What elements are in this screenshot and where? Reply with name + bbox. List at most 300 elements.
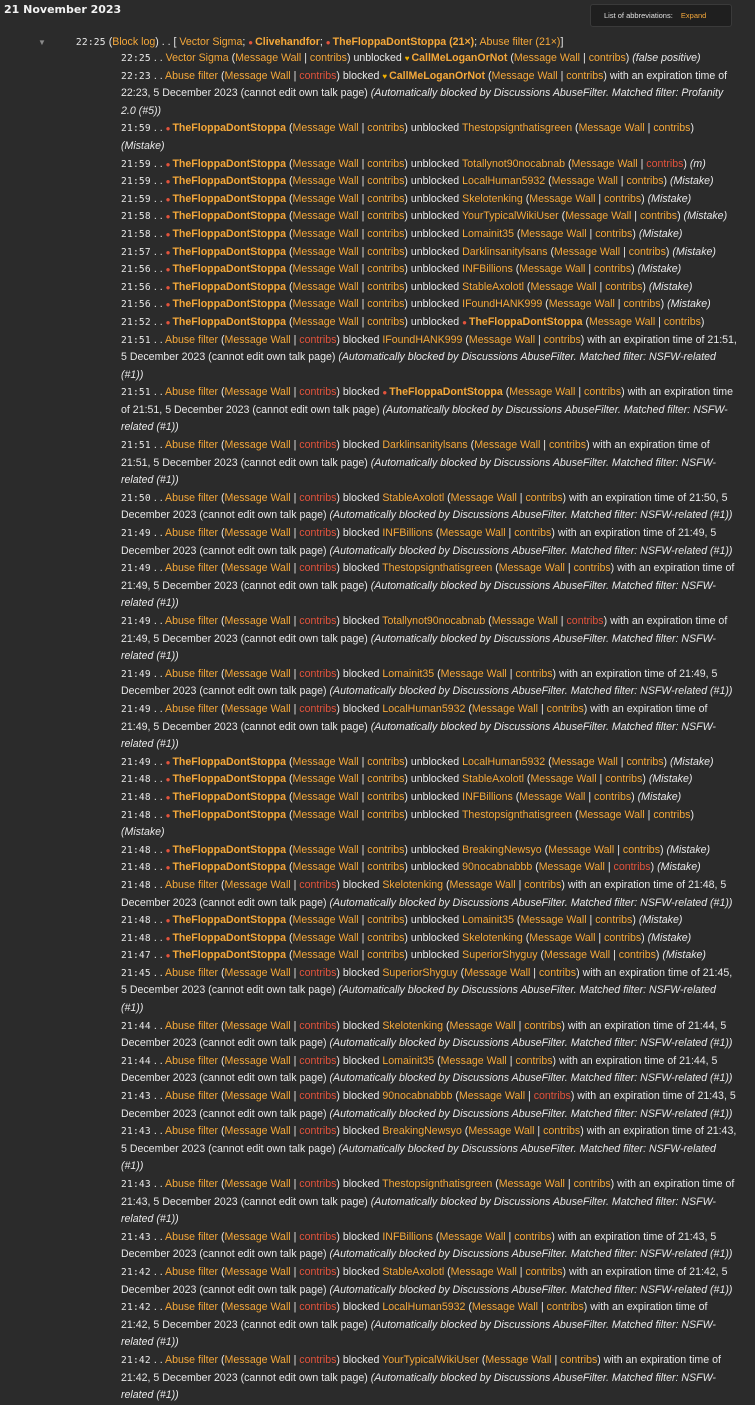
actor-link[interactable]: TheFloppaDontStoppa (172, 227, 287, 240)
message-wall-link[interactable]: Message Wall (224, 878, 291, 891)
message-wall-link[interactable]: Message Wall (449, 1019, 516, 1032)
cannot-edit-note: (cannot edit own talk page) (199, 1037, 327, 1050)
target-link[interactable]: Skelotenking (462, 931, 523, 944)
contribs-link[interactable]: contribs (573, 562, 611, 575)
message-wall-link[interactable]: Message Wall (292, 157, 359, 170)
message-wall-link[interactable]: Message Wall (292, 210, 359, 223)
block-reason: (Automatically blocked by Discussions AbuseFilter. Matched filter: NSFW-related (#1)) (329, 544, 733, 557)
actor-link[interactable]: Abuse filter (165, 1301, 219, 1314)
action-text: unblocked (410, 192, 460, 205)
contribs-link[interactable]: contribs (367, 861, 405, 874)
target-link[interactable]: IFoundHANK999 (462, 298, 543, 311)
actor-link[interactable]: Vector Sigma (165, 52, 229, 64)
contribs-link[interactable]: contribs (309, 52, 347, 64)
actor-link[interactable]: Abuse filter (165, 878, 219, 891)
contribs-link[interactable]: contribs (299, 615, 337, 627)
message-wall-link[interactable]: Message Wall (292, 931, 359, 944)
expiry-time: 21:51, 5 December 2023 (121, 456, 238, 469)
target-link[interactable]: INFBillions (382, 1230, 433, 1243)
actor-link[interactable]: TheFloppaDontStoppa (172, 931, 287, 944)
contribs-link[interactable]: contribs (299, 1230, 337, 1243)
contribs-link[interactable]: contribs (566, 615, 604, 627)
cannot-edit-note: (cannot edit own talk page) (199, 1107, 327, 1120)
message-wall-link[interactable]: Message Wall (292, 263, 359, 276)
actor-link[interactable]: Abuse filter (165, 667, 219, 680)
contribs-link[interactable]: contribs (525, 491, 563, 504)
message-wall-link[interactable]: Message Wall (292, 914, 359, 927)
target-link[interactable]: Totallynot90nocabnab (382, 615, 486, 627)
contribs-link[interactable]: contribs (367, 755, 405, 768)
target-link[interactable]: Lomainit35 (462, 914, 514, 927)
contribs-link[interactable]: contribs (299, 1301, 337, 1314)
message-wall-link[interactable]: Message Wall (224, 527, 291, 540)
message-wall-link[interactable]: Message Wall (513, 52, 581, 64)
message-wall-link[interactable]: Message Wall (578, 122, 645, 135)
actor-link[interactable]: TheFloppaDontStoppa (172, 861, 287, 874)
target-link[interactable]: Darklinsanitylsans (382, 439, 468, 452)
message-wall-link[interactable]: Message Wall (554, 245, 621, 258)
target-link[interactable]: INFBillions (462, 790, 513, 803)
message-wall-link[interactable]: Message Wall (449, 878, 516, 891)
actor-link[interactable]: Abuse filter (165, 439, 219, 452)
contribs-link[interactable]: contribs (514, 1230, 552, 1243)
contribs-link[interactable]: contribs (560, 1353, 598, 1366)
contribs-link[interactable]: contribs (639, 210, 678, 223)
target-link[interactable]: LocalHuman5932 (462, 175, 546, 188)
message-wall-link[interactable]: Message Wall (498, 1178, 565, 1190)
contribs-link[interactable]: contribs (588, 52, 626, 64)
actor-link[interactable]: TheFloppaDontStoppa (172, 192, 287, 205)
message-wall-link[interactable]: Message Wall (491, 615, 558, 627)
message-wall-link[interactable]: Message Wall (292, 192, 359, 205)
target-link[interactable]: Thestopsignthatisgreen (461, 808, 573, 821)
message-wall-link[interactable]: Message Wall (224, 491, 291, 504)
contribs-link[interactable]: contribs (299, 702, 337, 715)
log-entry: 21:43 . . Abuse filter (Message Wall | contribs) blocked INFBillions (Message Wall | contribs) with an expiration time of 21:43, 5 December 2023 (cannot edit own talk page) (Automatically blocked by Discussions AbuseFilter. Matched filter: NSFW-related (#1)) (121, 1230, 733, 1261)
actor-link[interactable]: TheFloppaDontStoppa (172, 808, 287, 821)
contribs-link[interactable]: contribs (604, 192, 642, 205)
group-user-3[interactable]: TheFloppaDontStoppa (21×) (332, 36, 475, 48)
target-link[interactable]: INFBillions (462, 263, 513, 276)
contribs-link[interactable]: contribs (299, 966, 337, 979)
entry-time: 21:48 (121, 809, 151, 821)
message-wall-link[interactable]: Message Wall (224, 1353, 291, 1366)
actor-link[interactable]: Abuse filter (165, 333, 219, 346)
message-wall-link[interactable]: Message Wall (471, 1301, 539, 1314)
contribs-link[interactable]: contribs (543, 333, 581, 346)
target-link[interactable]: 90nocabnabbb (462, 861, 533, 874)
target-link[interactable]: LocalHuman5932 (382, 1301, 466, 1314)
contribs-link[interactable]: contribs (653, 122, 691, 135)
contribs-link[interactable]: contribs (367, 192, 405, 205)
target-link[interactable]: YourTypicalWikiUser (461, 210, 559, 223)
actor-link[interactable]: TheFloppaDontStoppa (172, 773, 287, 786)
contribs-link[interactable]: contribs (367, 210, 405, 223)
actor-link[interactable]: TheFloppaDontStoppa (172, 122, 287, 135)
contribs-link[interactable]: contribs (367, 808, 405, 821)
contribs-link[interactable]: contribs (646, 157, 684, 170)
target-link[interactable]: StableAxolotl (382, 491, 445, 504)
message-wall-link[interactable]: Message Wall (292, 790, 359, 803)
contribs-link[interactable]: contribs (367, 227, 405, 240)
actor-link[interactable]: TheFloppaDontStoppa (172, 298, 287, 311)
message-wall-link[interactable]: Message Wall (544, 949, 611, 962)
contribs-link[interactable]: contribs (367, 773, 405, 786)
contribs-link[interactable]: contribs (594, 790, 632, 803)
message-wall-link[interactable]: Message Wall (292, 843, 359, 856)
target-link[interactable]: LocalHuman5932 (462, 755, 546, 768)
actor-link[interactable]: Abuse filter (165, 1230, 219, 1243)
target-link[interactable]: BreakingNewsyo (462, 843, 542, 856)
actor-link[interactable]: TheFloppaDontStoppa (172, 949, 287, 962)
actor-link[interactable]: Abuse filter (165, 1019, 219, 1032)
contribs-link[interactable]: contribs (573, 1178, 611, 1190)
expiry-prefix: with an expiration time of (559, 667, 677, 680)
contribs-link[interactable]: contribs (595, 914, 633, 927)
action-text: unblocked (410, 755, 460, 768)
expiry-time: 21:43, 5 December 2023 (121, 1230, 717, 1261)
contribs-link[interactable]: contribs (566, 69, 604, 82)
message-wall-link[interactable]: Message Wall (498, 562, 565, 575)
target-link[interactable]: BreakingNewsyo (382, 1125, 462, 1138)
message-wall-link[interactable]: Message Wall (292, 315, 359, 328)
block-reason: (Automatically blocked by Discussions AbuseFilter. Matched filter: NSFW-related (#1)) (329, 1283, 733, 1296)
message-wall-link[interactable]: Message Wall (224, 702, 291, 715)
actor-link[interactable]: TheFloppaDontStoppa (172, 245, 287, 258)
target-link[interactable]: Thestopsignthatisgreen (461, 122, 573, 135)
expiry-prefix: with an expiration time of (577, 1090, 695, 1103)
message-wall-link[interactable]: Message Wall (292, 949, 359, 962)
message-wall-link[interactable]: Message Wall (571, 157, 638, 170)
message-wall-link[interactable]: Message Wall (224, 966, 291, 979)
actor-link[interactable]: Abuse filter (165, 491, 219, 504)
target-link[interactable]: TheFloppaDontStoppa (389, 386, 503, 399)
contribs-link[interactable]: contribs (622, 843, 660, 856)
message-wall-link[interactable]: Message Wall (589, 315, 656, 328)
contribs-link[interactable]: contribs (594, 263, 632, 276)
message-wall-link[interactable]: Message Wall (520, 914, 587, 927)
contribs-link[interactable]: contribs (299, 439, 337, 452)
message-wall-link[interactable]: Message Wall (224, 1265, 291, 1278)
contribs-link[interactable]: contribs (605, 773, 643, 786)
target-link[interactable]: SuperiorShyguy (462, 949, 538, 962)
contribs-link[interactable]: contribs (604, 931, 642, 944)
red-dot-icon: ● (165, 863, 171, 873)
contribs-link[interactable]: contribs (367, 790, 405, 803)
cannot-edit-note: (cannot edit own talk page) (240, 632, 368, 645)
contribs-link[interactable]: contribs (299, 333, 337, 346)
message-wall-link[interactable]: Message Wall (439, 1230, 506, 1243)
message-wall-link[interactable]: Message Wall (224, 562, 291, 575)
message-wall-link[interactable]: Message Wall (440, 667, 507, 680)
contribs-link[interactable]: contribs (367, 245, 405, 258)
target-link[interactable]: Darklinsanitylsans (462, 245, 548, 258)
target-link[interactable]: IFoundHANK999 (382, 333, 463, 346)
actor-link[interactable]: Abuse filter (165, 1353, 219, 1366)
message-wall-link[interactable]: Message Wall (292, 122, 359, 135)
actor-link[interactable]: TheFloppaDontStoppa (172, 755, 287, 768)
message-wall-link[interactable]: Message Wall (224, 615, 291, 627)
contribs-link[interactable]: contribs (299, 562, 337, 575)
log-entry: 21:58 . . ● TheFloppaDontStoppa (Message Wall | contribs) unblocked Lomainit35 (Message Wall | contribs) (Mistake) (121, 227, 683, 240)
target-link[interactable]: Skelotenking (462, 192, 523, 205)
expiry-prefix: with an expiration time of (590, 1301, 708, 1314)
actor-link[interactable]: TheFloppaDontStoppa (172, 280, 287, 293)
contribs-link[interactable]: contribs (515, 667, 553, 680)
contribs-link[interactable]: contribs (367, 843, 405, 856)
actor-link[interactable]: TheFloppaDontStoppa (172, 210, 287, 223)
message-wall-link[interactable]: Message Wall (292, 280, 359, 293)
contribs-link[interactable]: contribs (367, 931, 405, 944)
log-entry: 21:56 . . ● TheFloppaDontStoppa (Message Wall | contribs) unblocked INFBillions (Message Wall | contribs) (Mistake) (121, 263, 682, 276)
contribs-link[interactable]: contribs (663, 315, 701, 328)
message-wall-link[interactable]: Message Wall (292, 227, 359, 240)
entry-time: 21:56 (121, 281, 151, 293)
message-wall-link[interactable]: Message Wall (509, 386, 576, 399)
target-link[interactable]: Thestopsignthatisgreen (382, 562, 493, 575)
contribs-link[interactable]: contribs (299, 1090, 337, 1103)
actor-link[interactable]: Abuse filter (165, 527, 219, 540)
message-wall-link[interactable]: Message Wall (235, 52, 302, 64)
message-wall-link[interactable]: Message Wall (224, 1178, 291, 1190)
contribs-link[interactable]: contribs (524, 878, 562, 891)
target-link[interactable]: Totallynot90nocabnab (461, 157, 566, 170)
contribs-link[interactable]: contribs (546, 1301, 584, 1314)
message-wall-link[interactable]: Message Wall (491, 69, 558, 82)
message-wall-link[interactable]: Message Wall (519, 790, 586, 803)
actor-link[interactable]: TheFloppaDontStoppa (172, 315, 287, 328)
contribs-link[interactable]: contribs (524, 1019, 562, 1032)
target-link[interactable]: Lomainit35 (382, 1054, 435, 1067)
message-wall-link[interactable]: Message Wall (224, 1301, 291, 1314)
actor-link[interactable]: TheFloppaDontStoppa (172, 175, 287, 188)
group-user-4[interactable]: Abuse filter (21×) (479, 36, 561, 48)
actor-link[interactable]: Abuse filter (165, 1054, 219, 1067)
message-wall-link[interactable]: Message Wall (519, 263, 586, 276)
contribs-link[interactable]: contribs (299, 1054, 337, 1067)
contribs-link[interactable]: contribs (367, 122, 405, 135)
message-wall-link[interactable]: Message Wall (450, 1265, 517, 1278)
log-entry: 21:44 . . Abuse filter (Message Wall | contribs) blocked Skelotenking (Message Wall | contribs) with an expiration time of 21:44, 5 December 2023 (cannot edit own talk page) (Automatically blocked by Discussions AbuseFilter. Matched filter: NSFW-related (#1)) (121, 1019, 733, 1050)
contribs-link[interactable]: contribs (525, 1265, 563, 1278)
actor-link[interactable]: Abuse filter (165, 386, 219, 399)
message-wall-link[interactable]: Message Wall (224, 1090, 291, 1103)
contribs-link[interactable]: contribs (515, 1054, 553, 1067)
message-wall-link[interactable]: Message Wall (450, 491, 517, 504)
contribs-link[interactable]: contribs (514, 527, 552, 540)
message-wall-link[interactable]: Message Wall (548, 298, 615, 311)
contribs-link[interactable]: contribs (367, 157, 405, 170)
message-wall-link[interactable]: Message Wall (224, 1125, 291, 1138)
action-text: unblocked (410, 790, 460, 803)
contribs-link[interactable]: contribs (367, 175, 405, 188)
message-wall-link[interactable]: Message Wall (551, 175, 618, 188)
contribs-link[interactable]: contribs (539, 966, 577, 979)
block-reason: (false positive) (632, 52, 701, 64)
yellow-user-icon: ♥ (404, 54, 410, 63)
message-wall-link[interactable]: Message Wall (548, 843, 615, 856)
message-wall-link[interactable]: Message Wall (292, 245, 359, 258)
target-link[interactable]: CallMeLoganOrNot (411, 52, 508, 64)
message-wall-link[interactable]: Message Wall (439, 527, 506, 540)
message-wall-link[interactable]: Message Wall (471, 702, 539, 715)
contribs-link[interactable]: contribs (299, 1353, 337, 1366)
contribs-link[interactable]: contribs (546, 702, 584, 715)
message-wall-link[interactable]: Message Wall (565, 210, 632, 223)
expiry-time: 21:43, 5 December 2023 (121, 1090, 736, 1120)
expand-link[interactable]: Expand (680, 11, 707, 20)
block-reason: (Automatically blocked by Discussions AbuseFilter. Matched filter: NSFW-related (#1)) (121, 351, 716, 381)
target-link[interactable]: Lomainit35 (462, 227, 514, 240)
actor-link[interactable]: TheFloppaDontStoppa (172, 157, 287, 170)
action-text: unblocked (410, 773, 460, 786)
entry-time: 21:48 (121, 844, 151, 856)
target-link[interactable]: INFBillions (382, 527, 433, 540)
log-entry: 21:51 . . Abuse filter (Message Wall | contribs) blocked ● TheFloppaDontStoppa (Message Wall | contribs) with an expiration time of 21:51, 5 December 2023 (cannot edit own talk page) (Automatically blocked by Discussions AbuseFilter. Matched filter: NSFW-related (#1)) (121, 386, 734, 434)
target-link[interactable]: 90nocabnabbb (382, 1090, 453, 1103)
contribs-link[interactable]: contribs (299, 1265, 337, 1278)
target-link[interactable]: Lomainit35 (382, 667, 435, 680)
block-reason: (Mistake) (648, 280, 693, 293)
entry-time: 21:47 (121, 950, 151, 962)
message-wall-link[interactable]: Message Wall (529, 192, 596, 205)
contribs-link[interactable]: contribs (299, 386, 337, 399)
message-wall-link[interactable]: Message Wall (224, 333, 291, 346)
message-wall-link[interactable]: Message Wall (224, 386, 291, 399)
message-wall-link[interactable]: Message Wall (530, 773, 597, 786)
message-wall-link[interactable]: Message Wall (474, 439, 541, 452)
contribs-link[interactable]: contribs (533, 1090, 571, 1103)
message-wall-link[interactable]: Message Wall (468, 1125, 535, 1138)
message-wall-link[interactable]: Message Wall (292, 808, 359, 821)
group-user-2[interactable]: Clivehandfor (255, 36, 320, 48)
target-link[interactable]: Skelotenking (382, 1019, 444, 1032)
message-wall-link[interactable]: Message Wall (485, 1353, 552, 1366)
entry-time: 21:48 (121, 915, 151, 927)
actor-link[interactable]: Abuse filter (165, 702, 219, 715)
message-wall-link[interactable]: Message Wall (530, 280, 597, 293)
target-link[interactable]: TheFloppaDontStoppa (468, 315, 583, 328)
contribs-link[interactable]: contribs (653, 808, 691, 821)
message-wall-link[interactable]: Message Wall (224, 667, 291, 680)
actor-link[interactable]: Abuse filter (165, 1125, 219, 1138)
message-wall-link[interactable]: Message Wall (440, 1054, 507, 1067)
contribs-link[interactable]: contribs (367, 280, 405, 293)
message-wall-link[interactable]: Message Wall (224, 1230, 291, 1243)
block-log-link[interactable]: Block log (112, 36, 156, 48)
target-link[interactable]: Skelotenking (382, 878, 444, 891)
message-wall-link[interactable]: Message Wall (578, 808, 645, 821)
contribs-link[interactable]: contribs (626, 175, 664, 188)
message-wall-link[interactable]: Message Wall (224, 69, 291, 82)
log-entry: 21:52 . . ● TheFloppaDontStoppa (Message Wall | contribs) unblocked ● TheFloppaDontStoppa (Message Wall | contribs) (121, 315, 705, 328)
expiry-prefix: with an expiration time of (559, 1054, 677, 1067)
message-wall-link[interactable]: Message Wall (224, 1019, 291, 1032)
message-wall-link[interactable]: Message Wall (224, 1054, 291, 1067)
contribs-link[interactable]: contribs (605, 280, 643, 293)
contribs-link[interactable]: contribs (367, 949, 405, 962)
contribs-link[interactable]: contribs (299, 69, 337, 82)
contribs-link[interactable]: contribs (367, 263, 405, 276)
actor-link[interactable]: Abuse filter (165, 615, 219, 627)
contribs-link[interactable]: contribs (299, 527, 337, 540)
entry-time: 21:50 (121, 492, 151, 504)
message-wall-link[interactable]: Message Wall (551, 755, 618, 768)
log-entry: 21:42 . . Abuse filter (Message Wall | contribs) blocked StableAxolotl (Message Wall | contribs) with an expiration time of 21:42, 5 December 2023 (cannot edit own talk page) (Automatically blocked by Discussions AbuseFilter. Matched filter: NSFW-related (#1)) (121, 1265, 733, 1296)
target-link[interactable]: StableAxolotl (462, 773, 524, 786)
contribs-link[interactable]: contribs (299, 491, 337, 504)
group-user-1[interactable]: Vector Sigma (179, 36, 243, 48)
entry-time: 21:44 (121, 1055, 151, 1067)
contribs-link[interactable]: contribs (623, 298, 661, 311)
cannot-edit-note: (cannot edit own talk page) (240, 579, 368, 592)
message-wall-link[interactable]: Message Wall (464, 966, 531, 979)
target-link[interactable]: StableAxolotl (382, 1265, 445, 1278)
target-link[interactable]: LocalHuman5932 (382, 702, 466, 715)
contribs-link[interactable]: contribs (299, 1019, 337, 1032)
actor-link[interactable]: Abuse filter (165, 562, 219, 575)
contribs-link[interactable]: contribs (299, 1178, 337, 1190)
contribs-link[interactable]: contribs (367, 298, 405, 311)
message-wall-link[interactable]: Message Wall (292, 861, 359, 874)
message-wall-link[interactable]: Message Wall (292, 298, 359, 311)
message-wall-link[interactable]: Message Wall (458, 1090, 526, 1103)
actor-link[interactable]: TheFloppaDontStoppa (172, 263, 287, 276)
log-entry: 21:48 . . ● TheFloppaDontStoppa (Message Wall | contribs) unblocked Lomainit35 (Message Wall | contribs) (Mistake) (121, 914, 683, 927)
action-text: blocked (342, 1301, 380, 1314)
collapse-triangle-icon[interactable]: ▼ (38, 38, 46, 47)
block-reason: (Mistake) (667, 298, 711, 311)
contribs-link[interactable]: contribs (613, 861, 651, 874)
actor-link[interactable]: Abuse filter (165, 69, 219, 82)
message-wall-link[interactable]: Message Wall (538, 861, 605, 874)
action-text: unblocked (410, 298, 460, 311)
actor-link[interactable]: TheFloppaDontStoppa (172, 790, 287, 803)
message-wall-link[interactable]: Message Wall (292, 755, 359, 768)
contribs-link[interactable]: contribs (299, 667, 337, 680)
message-wall-link[interactable]: Message Wall (468, 333, 536, 346)
target-link[interactable]: YourTypicalWikiUser (382, 1353, 479, 1366)
log-entry: 21:47 . . ● TheFloppaDontStoppa (Message Wall | contribs) unblocked SuperiorShyguy (Message Wall | contribs) (Mistake) (121, 949, 706, 962)
contribs-link[interactable]: contribs (299, 1125, 337, 1138)
contribs-link[interactable]: contribs (299, 878, 337, 891)
message-wall-link[interactable]: Message Wall (292, 175, 359, 188)
target-link[interactable]: SuperiorShyguy (382, 966, 458, 979)
message-wall-link[interactable]: Message Wall (529, 931, 596, 944)
contribs-link[interactable]: contribs (367, 315, 405, 328)
target-link[interactable]: CallMeLoganOrNot (389, 69, 486, 82)
message-wall-link[interactable]: Message Wall (224, 439, 291, 452)
target-link[interactable]: StableAxolotl (462, 280, 524, 293)
contribs-link[interactable]: contribs (595, 227, 633, 240)
contribs-link[interactable]: contribs (584, 386, 622, 399)
contribs-link[interactable]: contribs (367, 914, 405, 927)
actor-link[interactable]: TheFloppaDontStoppa (172, 843, 287, 856)
message-wall-link[interactable]: Message Wall (292, 773, 359, 786)
contribs-link[interactable]: contribs (628, 245, 666, 258)
actor-link[interactable]: Abuse filter (165, 1178, 219, 1190)
contribs-link[interactable]: contribs (618, 949, 656, 962)
message-wall-link[interactable]: Message Wall (520, 227, 587, 240)
actor-link[interactable]: Abuse filter (165, 1090, 219, 1103)
actor-link[interactable]: Abuse filter (165, 966, 219, 979)
actor-link[interactable]: TheFloppaDontStoppa (172, 914, 287, 927)
contribs-link[interactable]: contribs (543, 1125, 581, 1138)
contribs-link[interactable]: contribs (548, 439, 587, 452)
actor-link[interactable]: Abuse filter (165, 1265, 219, 1278)
contribs-link[interactable]: contribs (626, 755, 664, 768)
target-link[interactable]: Thestopsignthatisgreen (382, 1178, 493, 1190)
